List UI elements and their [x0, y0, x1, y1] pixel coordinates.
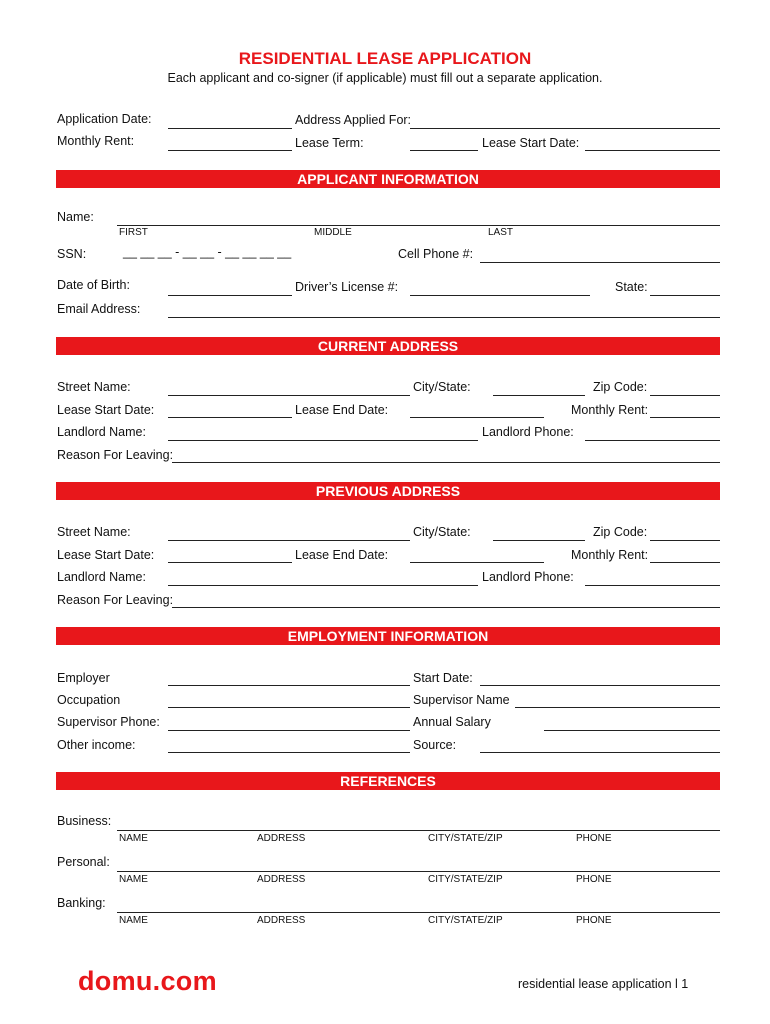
previous-zip-field[interactable] [650, 540, 720, 541]
business-city-state-zip-caption: CITY/STATE/ZIP [428, 833, 503, 844]
supervisor-phone-label: Supervisor Phone: [57, 715, 160, 729]
applicant-information-heading: APPLICANT INFORMATION [56, 170, 720, 188]
current-monthly-rent-field[interactable] [650, 417, 720, 418]
current-reason-field[interactable] [172, 462, 720, 463]
previous-monthly-rent-label: Monthly Rent: [571, 548, 649, 562]
lease-term-field[interactable] [410, 150, 478, 151]
current-monthly-rent-label: Monthly Rent: [571, 403, 649, 417]
employer-label: Employer [57, 671, 110, 685]
source-field[interactable] [480, 752, 720, 753]
dob-field[interactable] [168, 295, 292, 296]
address-applied-for-field[interactable] [410, 128, 720, 129]
previous-landlord-phone-field[interactable] [585, 585, 720, 586]
page-subtitle: Each applicant and co-signer (if applicable) must fill out a separate application. [167, 71, 603, 85]
employer-field[interactable] [168, 685, 410, 686]
cell-phone-field[interactable] [480, 262, 720, 263]
state-label: State: [615, 280, 648, 294]
ssn-label: SSN: [57, 247, 87, 261]
previous-landlord-name-field[interactable] [168, 585, 478, 586]
dob-label: Date of Birth: [57, 278, 130, 292]
current-city-state-field[interactable] [493, 395, 585, 396]
other-income-field[interactable] [168, 752, 410, 753]
previous-lease-start-field[interactable] [168, 562, 292, 563]
current-city-state-label: City/State: [413, 380, 471, 394]
cell-phone-label: Cell Phone #: [398, 247, 474, 261]
page-footer-label: residential lease application l 1 [518, 977, 689, 991]
personal-address-caption: ADDRESS [257, 874, 306, 885]
previous-reason-field[interactable] [172, 607, 720, 608]
current-street-label: Street Name: [57, 380, 131, 394]
current-landlord-name-label: Landlord Name: [57, 425, 146, 439]
name-middle-caption: MIDDLE [314, 227, 352, 238]
name-field[interactable] [117, 225, 720, 226]
previous-landlord-phone-label: Landlord Phone: [482, 570, 574, 584]
current-zip-label: Zip Code: [593, 380, 648, 394]
name-first-caption: FIRST [119, 227, 148, 238]
supervisor-name-label: Supervisor Name [413, 693, 510, 707]
personal-city-state-zip-caption: CITY/STATE/ZIP [428, 874, 503, 885]
previous-address-heading: PREVIOUS ADDRESS [56, 482, 720, 500]
domu-logo: domu.com [78, 966, 217, 996]
previous-city-state-label: City/State: [413, 525, 471, 539]
business-name-caption: NAME [119, 833, 148, 844]
start-date-field[interactable] [480, 685, 720, 686]
supervisor-name-field[interactable] [515, 707, 720, 708]
supervisor-phone-field[interactable] [168, 730, 410, 731]
previous-landlord-name-label: Landlord Name: [57, 570, 146, 584]
page-title: RESIDENTIAL LEASE APPLICATION [238, 49, 532, 68]
banking-city-state-zip-caption: CITY/STATE/ZIP [428, 915, 503, 926]
lease-start-date-field[interactable] [585, 150, 720, 151]
occupation-field[interactable] [168, 707, 410, 708]
other-income-label: Other income: [57, 738, 136, 752]
occupation-label: Occupation [57, 693, 121, 707]
banking-name-caption: NAME [119, 915, 148, 926]
previous-city-state-field[interactable] [493, 540, 585, 541]
previous-street-field[interactable] [168, 540, 410, 541]
application-date-label: Application Date: [57, 112, 152, 126]
drivers-license-field[interactable] [410, 295, 590, 296]
state-field[interactable] [650, 295, 720, 296]
application-date-field[interactable] [168, 128, 292, 129]
current-lease-end-label: Lease End Date: [295, 403, 389, 417]
references-heading: REFERENCES [56, 772, 720, 790]
lease-term-label: Lease Term: [295, 136, 364, 150]
current-address-heading: CURRENT ADDRESS [56, 337, 720, 355]
ssn-field[interactable]: __ __ __ - __ __ - __ __ __ __ [123, 245, 292, 259]
annual-salary-field[interactable] [544, 730, 720, 731]
previous-monthly-rent-field[interactable] [650, 562, 720, 563]
previous-reason-label: Reason For Leaving: [57, 593, 174, 607]
current-lease-start-field[interactable] [168, 417, 292, 418]
monthly-rent-field[interactable] [168, 150, 292, 151]
employment-information-heading: EMPLOYMENT INFORMATION [56, 627, 720, 645]
current-landlord-phone-label: Landlord Phone: [482, 425, 574, 439]
name-last-caption: LAST [488, 227, 514, 238]
previous-zip-label: Zip Code: [593, 525, 648, 539]
current-landlord-phone-field[interactable] [585, 440, 720, 441]
banking-reference-label: Banking: [57, 896, 106, 910]
drivers-license-label: Driver’s License #: [295, 280, 399, 294]
current-lease-start-label: Lease Start Date: [57, 403, 155, 417]
business-address-caption: ADDRESS [257, 833, 306, 844]
business-reference-field[interactable] [117, 830, 720, 831]
personal-reference-label: Personal: [57, 855, 110, 869]
monthly-rent-label: Monthly Rent: [57, 134, 135, 148]
banking-reference-field[interactable] [117, 912, 720, 913]
start-date-label: Start Date: [413, 671, 473, 685]
current-street-field[interactable] [168, 395, 410, 396]
business-reference-label: Business: [57, 814, 112, 828]
source-label: Source: [413, 738, 457, 752]
current-zip-field[interactable] [650, 395, 720, 396]
previous-street-label: Street Name: [57, 525, 131, 539]
name-label: Name: [57, 210, 94, 224]
email-label: Email Address: [57, 302, 141, 316]
current-lease-end-field[interactable] [410, 417, 544, 418]
banking-phone-caption: PHONE [576, 915, 612, 926]
address-applied-for-label: Address Applied For: [295, 113, 412, 127]
current-landlord-name-field[interactable] [168, 440, 478, 441]
personal-reference-field[interactable] [117, 871, 720, 872]
lease-start-date-label: Lease Start Date: [482, 136, 580, 150]
email-field[interactable] [168, 317, 720, 318]
previous-lease-end-field[interactable] [410, 562, 544, 563]
current-reason-label: Reason For Leaving: [57, 448, 174, 462]
annual-salary-label: Annual Salary [413, 715, 491, 729]
business-phone-caption: PHONE [576, 833, 612, 844]
personal-name-caption: NAME [119, 874, 148, 885]
previous-lease-start-label: Lease Start Date: [57, 548, 155, 562]
personal-phone-caption: PHONE [576, 874, 612, 885]
previous-lease-end-label: Lease End Date: [295, 548, 389, 562]
banking-address-caption: ADDRESS [257, 915, 306, 926]
